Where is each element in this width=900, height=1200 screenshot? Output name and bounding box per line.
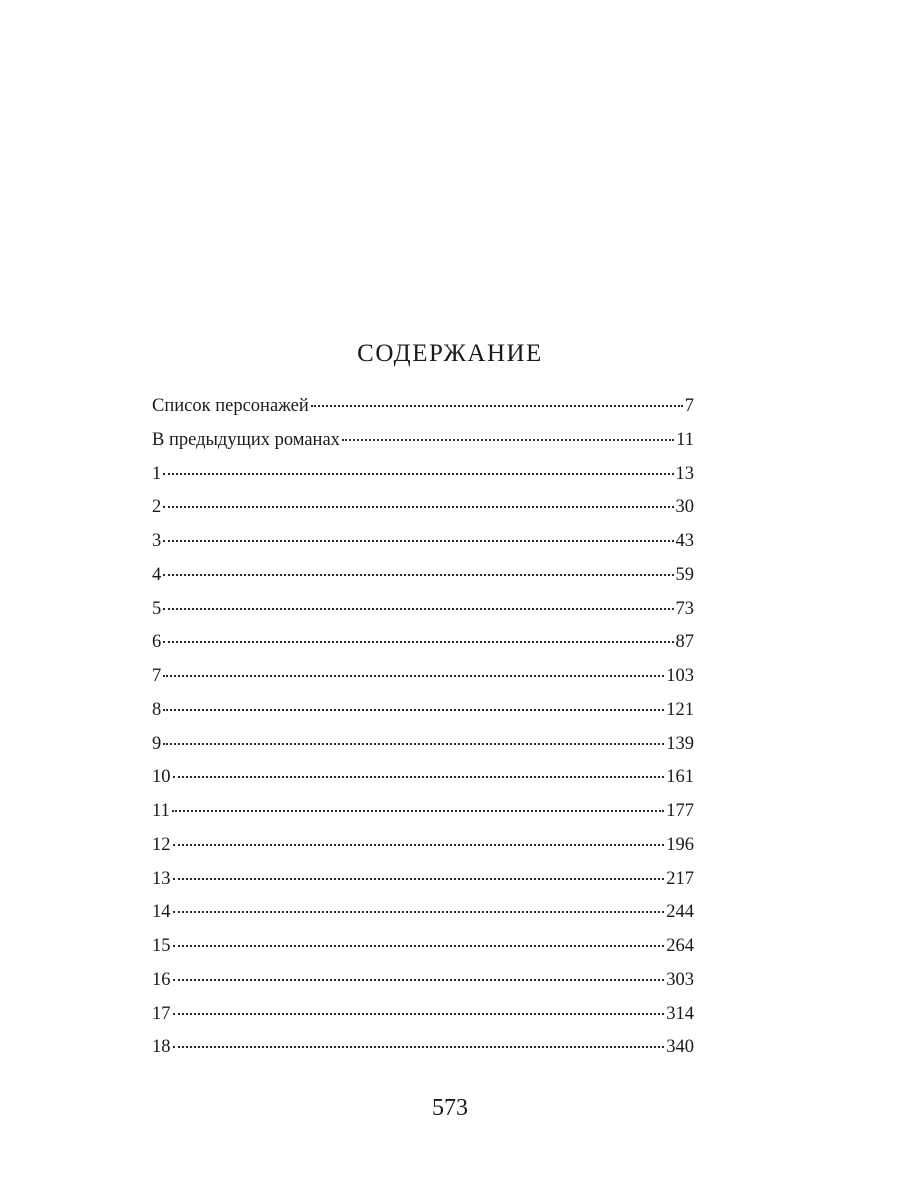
toc-entry-label: 6	[152, 632, 162, 653]
toc-entry	[152, 933, 694, 967]
toc-entry-page: 121	[666, 699, 694, 720]
toc-entry-label: 3	[152, 531, 162, 551]
toc-entry	[152, 764, 694, 798]
toc-entry-page: 196	[666, 834, 694, 855]
toc-entry-label: 11	[152, 801, 170, 821]
toc-entry-page: 103	[666, 666, 694, 686]
toc-entry-label: 15	[152, 936, 171, 956]
toc-entry-page: 59	[675, 564, 694, 585]
dot-leader	[163, 608, 673, 610]
toc-entry-page: 161	[666, 767, 694, 788]
toc-entry	[152, 596, 694, 630]
toc-entry-label: 1	[152, 463, 162, 484]
toc-entry	[152, 528, 694, 562]
toc-entry-label: 2	[152, 497, 162, 518]
toc-entry-page: 303	[666, 969, 694, 990]
toc-entry	[152, 731, 694, 765]
dot-leader	[173, 878, 665, 880]
page-title: СОДЕРЖАНИЕ	[357, 340, 543, 367]
toc-entry-label: 18	[152, 1037, 171, 1058]
toc-entry-page: 139	[666, 733, 694, 754]
toc-entry	[152, 697, 694, 731]
toc-entry	[152, 562, 694, 596]
toc-entry-page: 340	[666, 1037, 694, 1058]
toc-entry-label: 17	[152, 1003, 171, 1024]
toc-entry	[152, 629, 694, 663]
toc-entry-label: 16	[152, 969, 171, 990]
toc-entry-label: 14	[152, 902, 171, 923]
dot-leader	[163, 506, 673, 508]
dot-leader	[173, 979, 665, 981]
toc-entry-label: 9	[152, 733, 162, 754]
toc-entry-page: 11	[676, 429, 694, 450]
toc-entry	[152, 393, 694, 427]
toc-entry	[152, 427, 694, 461]
dot-leader	[163, 574, 673, 576]
dot-leader	[173, 776, 665, 778]
dot-leader	[163, 709, 664, 711]
toc-entry-label: В предыдущих романах	[152, 429, 340, 450]
toc-entry	[152, 494, 694, 528]
toc-entry-label: 4	[152, 564, 162, 585]
toc-entry-page: 7	[684, 396, 694, 416]
toc-entry-label: Список персонажей	[152, 396, 309, 416]
toc-entry-page: 43	[675, 531, 694, 551]
dot-leader	[163, 540, 673, 542]
toc-entry-page: 87	[675, 632, 694, 653]
toc-entry-page: 264	[666, 936, 694, 956]
toc-entry-label: 7	[152, 666, 162, 686]
dot-leader	[173, 1013, 665, 1015]
dot-leader	[173, 911, 665, 913]
toc-entry	[152, 461, 694, 495]
toc-entry-label: 8	[152, 699, 162, 720]
dot-leader	[311, 405, 683, 407]
dot-leader	[173, 844, 665, 846]
table-of-contents	[152, 393, 694, 1068]
toc-entry	[152, 899, 694, 933]
dot-leader	[172, 810, 664, 812]
dot-leader	[173, 1046, 665, 1048]
toc-entry-page: 13	[675, 463, 694, 484]
toc-entry-page: 177	[666, 801, 694, 821]
toc-entry	[152, 663, 694, 697]
toc-entry-label: 12	[152, 834, 171, 855]
dot-leader	[163, 675, 664, 677]
dot-leader	[342, 439, 674, 441]
toc-entry-label: 13	[152, 868, 171, 889]
page-number: 573	[432, 1095, 468, 1121]
toc-entry	[152, 798, 694, 832]
dot-leader	[173, 945, 665, 947]
toc-entry-page: 30	[675, 497, 694, 518]
dot-leader	[163, 473, 673, 475]
toc-entry-label: 10	[152, 767, 171, 788]
toc-entry	[152, 1034, 694, 1068]
toc-entry	[152, 1001, 694, 1035]
toc-entry-page: 314	[666, 1003, 694, 1024]
toc-entry	[152, 967, 694, 1001]
dot-leader	[163, 743, 664, 745]
toc-entry	[152, 832, 694, 866]
toc-entry-label: 5	[152, 598, 162, 619]
toc-entry	[152, 866, 694, 900]
dot-leader	[163, 641, 673, 643]
toc-entry-page: 244	[666, 902, 694, 923]
toc-entry-page: 217	[666, 868, 694, 889]
toc-entry-page: 73	[675, 598, 694, 619]
